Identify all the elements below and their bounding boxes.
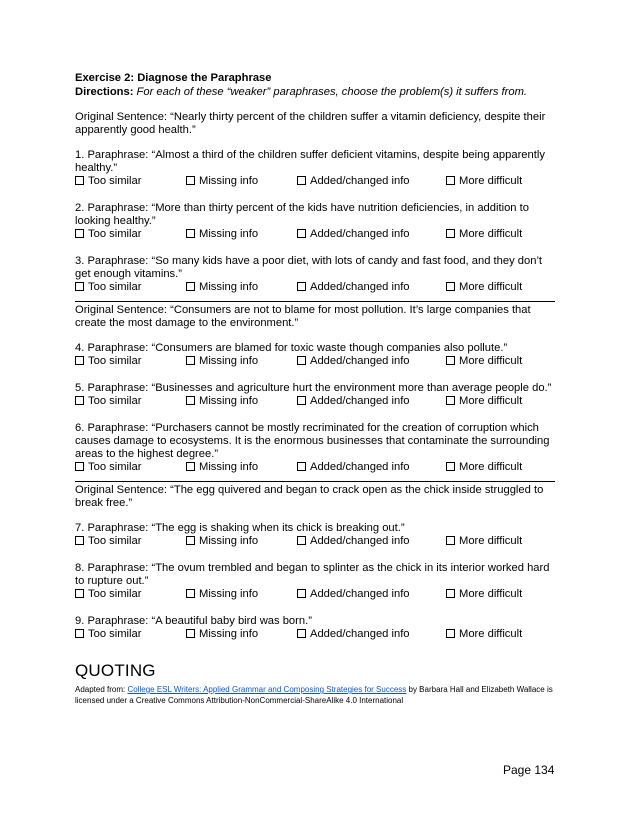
exercise-groups — [75, 111, 555, 642]
answer-options — [75, 228, 555, 242]
option-label: More difficult — [459, 395, 523, 407]
option-label: Added/changed info — [310, 355, 410, 367]
option-label: More difficult — [459, 628, 523, 640]
paraphrase-text: 1. Paraphrase: “Almost a third of the children suffer deficient vitamins, despite being apparently healthy.” — [75, 149, 545, 174]
checkbox-icon[interactable] — [446, 229, 455, 238]
option-label: Too similar — [88, 588, 142, 600]
option-missing-info[interactable] — [186, 281, 258, 294]
checkbox-icon[interactable] — [186, 229, 195, 238]
option-added-changed-info[interactable] — [297, 228, 410, 241]
section-heading: QUOTING — [75, 661, 156, 680]
option-label: More difficult — [459, 588, 523, 600]
option-more-difficult[interactable] — [446, 588, 522, 601]
option-added-changed-info[interactable] — [297, 175, 410, 188]
answer-options — [75, 461, 555, 475]
directions-text: For each of these “weaker” paraphrases, choose the problem(s) it suffers from. — [136, 86, 528, 98]
option-label: Too similar — [88, 281, 142, 293]
option-label: Missing info — [199, 175, 259, 187]
option-label: Added/changed info — [310, 588, 410, 600]
checkbox-icon[interactable] — [297, 356, 306, 365]
option-more-difficult[interactable] — [446, 281, 522, 294]
checkbox-icon[interactable] — [446, 589, 455, 598]
checkbox-icon[interactable] — [75, 229, 84, 238]
checkbox-icon[interactable] — [186, 176, 195, 185]
option-added-changed-info[interactable] — [297, 355, 410, 368]
checkbox-icon[interactable] — [75, 462, 84, 471]
checkbox-icon[interactable] — [297, 589, 306, 598]
option-missing-info[interactable] — [186, 355, 258, 368]
option-missing-info[interactable] — [186, 461, 258, 474]
option-label: Added/changed info — [310, 628, 410, 640]
option-label: More difficult — [459, 461, 523, 473]
checkbox-icon[interactable] — [446, 282, 455, 291]
option-label: Too similar — [88, 535, 142, 547]
checkbox-icon[interactable] — [75, 176, 84, 185]
option-more-difficult[interactable] — [446, 175, 522, 188]
attribution — [75, 685, 555, 706]
answer-options — [75, 535, 555, 549]
option-label: Added/changed info — [310, 535, 410, 547]
checkbox-icon[interactable] — [75, 536, 84, 545]
option-label: Added/changed info — [310, 461, 410, 473]
checkbox-icon[interactable] — [186, 356, 195, 365]
option-label: Added/changed info — [310, 228, 410, 240]
checkbox-icon[interactable] — [297, 629, 306, 638]
paraphrase-text: 8. Paraphrase: “The ovum trembled and began to splinter as the chick in its interior worked hard to rupture out.” — [75, 562, 550, 587]
checkbox-icon[interactable] — [186, 462, 195, 471]
option-label: Too similar — [88, 461, 142, 473]
checkbox-icon[interactable] — [186, 396, 195, 405]
checkbox-icon[interactable] — [297, 229, 306, 238]
option-label: Too similar — [88, 228, 142, 240]
original-sentence: Original Sentence: “The egg quivered and began to crack open as the chick inside struggled to break free.” — [75, 484, 544, 509]
checkbox-icon[interactable] — [297, 176, 306, 185]
checkbox-icon[interactable] — [297, 536, 306, 545]
checkbox-icon[interactable] — [446, 462, 455, 471]
checkbox-icon[interactable] — [297, 396, 306, 405]
option-label: Too similar — [88, 355, 142, 367]
answer-options — [75, 628, 555, 642]
checkbox-icon[interactable] — [446, 396, 455, 405]
option-more-difficult[interactable] — [446, 355, 522, 368]
paraphrase-text: 6. Paraphrase: “Purchasers cannot be mostly recriminated for the creation of corruption which causes damage to ecosystems. It is the enormous businesses that contaminate the surrounding areas to the highest degree.” — [75, 422, 550, 460]
option-more-difficult[interactable] — [446, 535, 522, 548]
option-added-changed-info[interactable] — [297, 588, 410, 601]
option-too-similar[interactable] — [75, 228, 141, 241]
option-added-changed-info[interactable] — [297, 281, 410, 294]
checkbox-icon[interactable] — [75, 629, 84, 638]
original-sentence: Original Sentence: “Nearly thirty percent of the children suffer a vitamin deficiency, despite their apparently good health.” — [75, 111, 546, 136]
option-missing-info[interactable] — [186, 628, 258, 641]
option-label: Missing info — [199, 395, 259, 407]
answer-options — [75, 588, 555, 602]
option-too-similar[interactable] — [75, 281, 141, 294]
option-added-changed-info[interactable] — [297, 461, 410, 474]
checkbox-icon[interactable] — [446, 356, 455, 365]
checkbox-icon[interactable] — [446, 176, 455, 185]
section-divider — [75, 301, 555, 302]
option-added-changed-info[interactable] — [297, 395, 410, 408]
option-label: Added/changed info — [310, 281, 410, 293]
checkbox-icon[interactable] — [297, 282, 306, 291]
checkbox-icon[interactable] — [446, 536, 455, 545]
option-too-similar[interactable] — [75, 395, 141, 408]
paraphrase-text: 9. Paraphrase: “A beautiful baby bird was born.” — [75, 615, 312, 627]
answer-options — [75, 395, 555, 409]
option-label: Missing info — [199, 588, 259, 600]
checkbox-icon[interactable] — [446, 629, 455, 638]
checkbox-icon[interactable] — [186, 536, 195, 545]
section-divider — [75, 481, 555, 482]
option-label: Too similar — [88, 175, 142, 187]
page-content — [75, 72, 555, 706]
option-label: More difficult — [459, 281, 523, 293]
checkbox-icon[interactable] — [75, 282, 84, 291]
option-missing-info[interactable] — [186, 228, 258, 241]
option-label: Missing info — [199, 461, 259, 473]
option-label: Missing info — [199, 281, 259, 293]
checkbox-icon[interactable] — [186, 589, 195, 598]
option-missing-info[interactable] — [186, 588, 258, 601]
option-missing-info[interactable] — [186, 175, 258, 188]
option-label: Missing info — [199, 628, 259, 640]
option-too-similar[interactable] — [75, 461, 141, 474]
option-too-similar[interactable] — [75, 588, 141, 601]
directions-label: Directions: — [75, 86, 134, 98]
option-more-difficult[interactable] — [446, 395, 522, 408]
checkbox-icon[interactable] — [186, 282, 195, 291]
option-missing-info[interactable] — [186, 535, 258, 548]
checkbox-icon[interactable] — [186, 629, 195, 638]
option-label: Missing info — [199, 535, 259, 547]
option-too-similar[interactable] — [75, 535, 141, 548]
page-number: Page 134 — [503, 763, 555, 777]
option-label: More difficult — [459, 175, 523, 187]
option-label: Too similar — [88, 395, 142, 407]
paraphrase-text: 2. Paraphrase: “More than thirty percent of the kids have nutrition deficiencies, in addition to looking healthy.” — [75, 202, 529, 227]
checkbox-icon[interactable] — [297, 462, 306, 471]
option-label: Added/changed info — [310, 175, 410, 187]
option-too-similar[interactable] — [75, 175, 141, 188]
paraphrase-text: 7. Paraphrase: “The egg is shaking when its chick is breaking out.” — [75, 522, 405, 534]
option-added-changed-info[interactable] — [297, 535, 410, 548]
attribution-prefix: Adapted from: — [75, 685, 128, 694]
option-more-difficult[interactable] — [446, 628, 522, 641]
option-more-difficult[interactable] — [446, 228, 522, 241]
checkbox-icon[interactable] — [75, 589, 84, 598]
answer-options — [75, 355, 555, 369]
option-label: Missing info — [199, 228, 259, 240]
option-too-similar[interactable] — [75, 355, 141, 368]
option-label: Too similar — [88, 628, 142, 640]
option-missing-info[interactable] — [186, 395, 258, 408]
exercise-title: Exercise 2: Diagnose the Paraphrase — [75, 72, 272, 84]
attribution-suffix: by Barbara Hall and Elizabeth Wallace is licensed under a Creative Commons Attribution-NonCommercial-ShareAlike 4.0 International — [75, 685, 553, 705]
directions — [75, 86, 555, 99]
paraphrase-text: 4. Paraphrase: “Consumers are blamed for toxic waste though companies also pollute.” — [75, 342, 508, 354]
option-label: Added/changed info — [310, 395, 410, 407]
option-label: More difficult — [459, 355, 523, 367]
checkbox-icon[interactable] — [75, 396, 84, 405]
paraphrase-text: 3. Paraphrase: “So many kids have a poor diet, with lots of candy and fast food, and they don’t get enough vitamins.” — [75, 255, 543, 280]
option-too-similar[interactable] — [75, 628, 141, 641]
option-added-changed-info[interactable] — [297, 628, 410, 641]
answer-options — [75, 175, 555, 189]
option-label: More difficult — [459, 228, 523, 240]
checkbox-icon[interactable] — [75, 356, 84, 365]
option-label: Missing info — [199, 355, 259, 367]
original-sentence: Original Sentence: “Consumers are not to blame for most pollution. It’s large companies that create the most damage to the environment.” — [75, 304, 531, 329]
option-more-difficult[interactable] — [446, 461, 522, 474]
option-label: More difficult — [459, 535, 523, 547]
answer-options — [75, 281, 555, 295]
paraphrase-text: 5. Paraphrase: “Businesses and agriculture hurt the environment more than average people do.” — [75, 382, 552, 394]
source-link[interactable]: College ESL Writers: Applied Grammar and Composing Strategies for Success — [127, 685, 407, 694]
